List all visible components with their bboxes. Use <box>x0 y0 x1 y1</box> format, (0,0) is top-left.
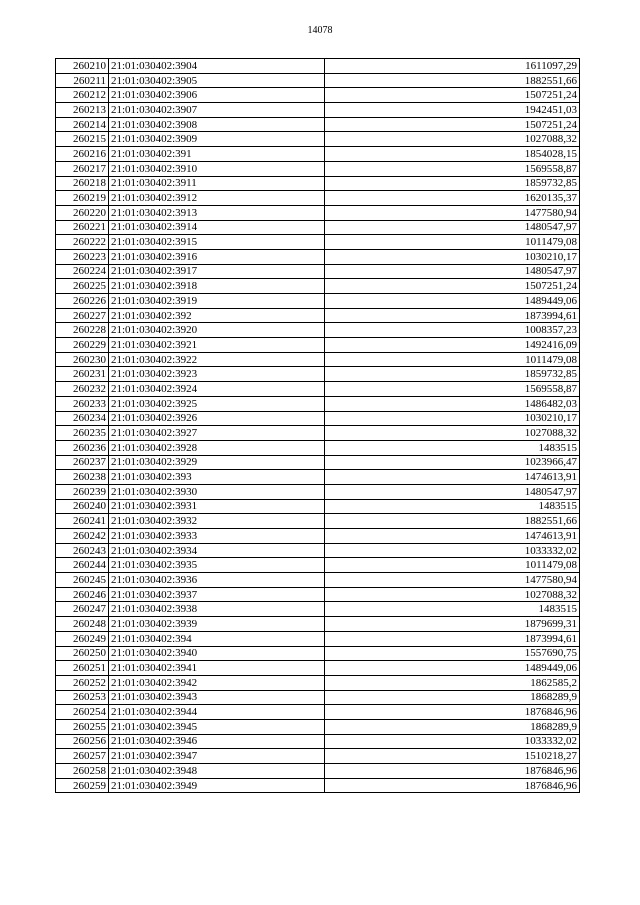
row-number-cell: 260212 <box>56 88 109 103</box>
cadastral-number-cell: 21:01:030402:3922 <box>109 352 325 367</box>
table-row <box>56 382 580 397</box>
cadastral-value-cell: 1477580,94 <box>325 573 580 588</box>
row-number-cell: 260248 <box>56 617 109 632</box>
cadastral-value-cell: 1859732,85 <box>325 176 580 191</box>
table-row <box>56 59 580 74</box>
cadastral-number-cell: 21:01:030402:3910 <box>109 161 325 176</box>
cadastral-value-cell: 1474613,91 <box>325 470 580 485</box>
table-row <box>56 426 580 441</box>
table-row <box>56 338 580 353</box>
row-number-cell: 260244 <box>56 558 109 573</box>
table-row <box>56 73 580 88</box>
table-row <box>56 529 580 544</box>
cadastral-value-cell: 1507251,24 <box>325 117 580 132</box>
cadastral-number-cell: 21:01:030402:3911 <box>109 176 325 191</box>
row-number-cell: 260215 <box>56 132 109 147</box>
row-number-cell: 260247 <box>56 602 109 617</box>
cadastral-value-cell: 1008357,23 <box>325 323 580 338</box>
table-row <box>56 88 580 103</box>
cadastral-number-cell: 21:01:030402:3916 <box>109 249 325 264</box>
row-number-cell: 260258 <box>56 764 109 779</box>
cadastral-value-cell: 1942451,03 <box>325 103 580 118</box>
cadastral-number-cell: 21:01:030402:3917 <box>109 264 325 279</box>
cadastral-number-cell: 21:01:030402:3935 <box>109 558 325 573</box>
cadastral-value-cell: 1507251,24 <box>325 279 580 294</box>
cadastral-number-cell: 21:01:030402:3937 <box>109 587 325 602</box>
cadastral-value-cell: 1868289,9 <box>325 719 580 734</box>
cadastral-number-cell: 21:01:030402:3913 <box>109 205 325 220</box>
table-row <box>56 264 580 279</box>
row-number-cell: 260218 <box>56 176 109 191</box>
table-row <box>56 573 580 588</box>
cadastral-number-cell: 21:01:030402:3938 <box>109 602 325 617</box>
cadastral-value-cell: 1480547,97 <box>325 220 580 235</box>
cadastral-number-cell: 21:01:030402:3945 <box>109 719 325 734</box>
table-row <box>56 279 580 294</box>
cadastral-number-cell: 21:01:030402:3932 <box>109 514 325 529</box>
table-row <box>56 558 580 573</box>
cadastral-number-cell: 21:01:030402:3940 <box>109 646 325 661</box>
row-number-cell: 260245 <box>56 573 109 588</box>
table-row <box>56 587 580 602</box>
table-row <box>56 764 580 779</box>
row-number-cell: 260216 <box>56 147 109 162</box>
row-number-cell: 260233 <box>56 396 109 411</box>
cadastral-number-cell: 21:01:030402:3933 <box>109 529 325 544</box>
table-row <box>56 132 580 147</box>
cadastral-number-cell: 21:01:030402:3949 <box>109 778 325 793</box>
row-number-cell: 260231 <box>56 367 109 382</box>
row-number-cell: 260226 <box>56 294 109 309</box>
cadastral-number-cell: 21:01:030402:3914 <box>109 220 325 235</box>
table-row <box>56 220 580 235</box>
row-number-cell: 260224 <box>56 264 109 279</box>
table-row <box>56 705 580 720</box>
cadastral-number-cell: 21:01:030402:3919 <box>109 294 325 309</box>
row-number-cell: 260238 <box>56 470 109 485</box>
row-number-cell: 260255 <box>56 719 109 734</box>
row-number-cell: 260234 <box>56 411 109 426</box>
cadastral-value-cell: 1876846,96 <box>325 705 580 720</box>
table-row <box>56 778 580 793</box>
cadastral-number-cell: 21:01:030402:3912 <box>109 191 325 206</box>
cadastral-value-cell: 1033332,02 <box>325 734 580 749</box>
table-row <box>56 602 580 617</box>
cadastral-value-cell: 1879699,31 <box>325 617 580 632</box>
row-number-cell: 260236 <box>56 440 109 455</box>
table-row <box>56 661 580 676</box>
cadastral-number-cell: 21:01:030402:3908 <box>109 117 325 132</box>
row-number-cell: 260230 <box>56 352 109 367</box>
table-row <box>56 308 580 323</box>
row-number-cell: 260240 <box>56 499 109 514</box>
cadastral-number-cell: 21:01:030402:3931 <box>109 499 325 514</box>
table-row <box>56 617 580 632</box>
row-number-cell: 260241 <box>56 514 109 529</box>
row-number-cell: 260232 <box>56 382 109 397</box>
cadastral-value-cell: 1027088,32 <box>325 132 580 147</box>
table-row <box>56 161 580 176</box>
cadastral-number-cell: 21:01:030402:3927 <box>109 426 325 441</box>
row-number-cell: 260213 <box>56 103 109 118</box>
cadastral-value-cell: 1557690,75 <box>325 646 580 661</box>
cadastral-number-cell: 21:01:030402:3925 <box>109 396 325 411</box>
table-row <box>56 103 580 118</box>
cadastral-value-cell: 1868289,9 <box>325 690 580 705</box>
cadastral-value-cell: 1569558,87 <box>325 382 580 397</box>
cadastral-value-cell: 1011479,08 <box>325 558 580 573</box>
cadastral-number-cell: 21:01:030402:3904 <box>109 59 325 74</box>
cadastral-value-cell: 1011479,08 <box>325 235 580 250</box>
row-number-cell: 260223 <box>56 249 109 264</box>
table-row <box>56 543 580 558</box>
row-number-cell: 260221 <box>56 220 109 235</box>
row-number-cell: 260243 <box>56 543 109 558</box>
row-number-cell: 260252 <box>56 675 109 690</box>
cadastral-number-cell: 21:01:030402:3939 <box>109 617 325 632</box>
row-number-cell: 260225 <box>56 279 109 294</box>
row-number-cell: 260257 <box>56 749 109 764</box>
row-number-cell: 260217 <box>56 161 109 176</box>
table-row <box>56 734 580 749</box>
cadastral-number-cell: 21:01:030402:3943 <box>109 690 325 705</box>
cadastral-value-cell: 1876846,96 <box>325 778 580 793</box>
row-number-cell: 260246 <box>56 587 109 602</box>
cadastral-number-cell: 21:01:030402:3928 <box>109 440 325 455</box>
cadastral-value-cell: 1569558,87 <box>325 161 580 176</box>
cadastral-value-cell: 1876846,96 <box>325 764 580 779</box>
cadastral-value-cell: 1480547,97 <box>325 484 580 499</box>
table-row <box>56 249 580 264</box>
cadastral-number-cell: 21:01:030402:3915 <box>109 235 325 250</box>
cadastral-value-cell: 1862585,2 <box>325 675 580 690</box>
table-row <box>56 484 580 499</box>
table-row <box>56 675 580 690</box>
cadastral-value-cell: 1033332,02 <box>325 543 580 558</box>
table-row <box>56 455 580 470</box>
table-row <box>56 117 580 132</box>
table-row <box>56 470 580 485</box>
cadastral-value-cell: 1873994,61 <box>325 308 580 323</box>
cadastral-value-cell: 1480547,97 <box>325 264 580 279</box>
table-row <box>56 690 580 705</box>
table-row <box>56 646 580 661</box>
cadastral-number-cell: 21:01:030402:394 <box>109 631 325 646</box>
row-number-cell: 260222 <box>56 235 109 250</box>
cadastral-value-cell: 1620135,37 <box>325 191 580 206</box>
row-number-cell: 260227 <box>56 308 109 323</box>
cadastral-number-cell: 21:01:030402:3918 <box>109 279 325 294</box>
table-row <box>56 514 580 529</box>
cadastral-number-cell: 21:01:030402:391 <box>109 147 325 162</box>
cadastral-value-cell: 1030210,17 <box>325 411 580 426</box>
row-number-cell: 260219 <box>56 191 109 206</box>
table-row <box>56 719 580 734</box>
cadastral-number-cell: 21:01:030402:3947 <box>109 749 325 764</box>
cadastral-number-cell: 21:01:030402:3934 <box>109 543 325 558</box>
row-number-cell: 260251 <box>56 661 109 676</box>
row-number-cell: 260210 <box>56 59 109 74</box>
row-number-cell: 260242 <box>56 529 109 544</box>
cadastral-value-cell: 1483515 <box>325 602 580 617</box>
cadastral-value-cell: 1489449,06 <box>325 294 580 309</box>
cadastral-value-cell: 1854028,15 <box>325 147 580 162</box>
row-number-cell: 260239 <box>56 484 109 499</box>
table-row <box>56 205 580 220</box>
cadastral-value-cell: 1483515 <box>325 499 580 514</box>
row-number-cell: 260211 <box>56 73 109 88</box>
row-number-cell: 260220 <box>56 205 109 220</box>
row-number-cell: 260250 <box>56 646 109 661</box>
row-number-cell: 260228 <box>56 323 109 338</box>
row-number-cell: 260259 <box>56 778 109 793</box>
cadastral-value-cell: 1483515 <box>325 440 580 455</box>
cadastral-number-cell: 21:01:030402:3905 <box>109 73 325 88</box>
cadastral-number-cell: 21:01:030402:3923 <box>109 367 325 382</box>
cadastral-value-cell: 1027088,32 <box>325 587 580 602</box>
cadastral-number-cell: 21:01:030402:3926 <box>109 411 325 426</box>
row-number-cell: 260229 <box>56 338 109 353</box>
row-number-cell: 260253 <box>56 690 109 705</box>
table-body <box>56 59 580 793</box>
cadastral-number-cell: 21:01:030402:3906 <box>109 88 325 103</box>
cadastral-value-cell: 1507251,24 <box>325 88 580 103</box>
cadastral-number-cell: 21:01:030402:3924 <box>109 382 325 397</box>
cadastral-number-cell: 21:01:030402:3907 <box>109 103 325 118</box>
table-row <box>56 396 580 411</box>
table-row <box>56 631 580 646</box>
cadastral-value-cell: 1474613,91 <box>325 529 580 544</box>
cadastral-value-cell: 1510218,27 <box>325 749 580 764</box>
cadastral-value-cell: 1492416,09 <box>325 338 580 353</box>
row-number-cell: 260214 <box>56 117 109 132</box>
table-row <box>56 367 580 382</box>
cadastral-value-cell: 1859732,85 <box>325 367 580 382</box>
table-row <box>56 294 580 309</box>
table-row <box>56 440 580 455</box>
row-number-cell: 260249 <box>56 631 109 646</box>
cadastral-value-cell: 1882551,66 <box>325 514 580 529</box>
row-number-cell: 260235 <box>56 426 109 441</box>
row-number-cell: 260237 <box>56 455 109 470</box>
cadastral-value-table <box>55 58 580 793</box>
cadastral-value-cell: 1477580,94 <box>325 205 580 220</box>
cadastral-value-cell: 1882551,66 <box>325 73 580 88</box>
cadastral-number-cell: 21:01:030402:3944 <box>109 705 325 720</box>
table-row <box>56 499 580 514</box>
cadastral-number-cell: 21:01:030402:3941 <box>109 661 325 676</box>
table-row <box>56 749 580 764</box>
row-number-cell: 260256 <box>56 734 109 749</box>
table-row <box>56 411 580 426</box>
table-row <box>56 176 580 191</box>
cadastral-value-cell: 1030210,17 <box>325 249 580 264</box>
row-number-cell: 260254 <box>56 705 109 720</box>
cadastral-number-cell: 21:01:030402:3921 <box>109 338 325 353</box>
cadastral-number-cell: 21:01:030402:3920 <box>109 323 325 338</box>
cadastral-number-cell: 21:01:030402:3948 <box>109 764 325 779</box>
table-row <box>56 191 580 206</box>
cadastral-value-cell: 1489449,06 <box>325 661 580 676</box>
cadastral-number-cell: 21:01:030402:3936 <box>109 573 325 588</box>
cadastral-value-cell: 1027088,32 <box>325 426 580 441</box>
cadastral-value-cell: 1023966,47 <box>325 455 580 470</box>
table-row <box>56 147 580 162</box>
page-number: 14078 <box>307 25 333 36</box>
cadastral-number-cell: 21:01:030402:3942 <box>109 675 325 690</box>
cadastral-number-cell: 21:01:030402:3946 <box>109 734 325 749</box>
cadastral-number-cell: 21:01:030402:3909 <box>109 132 325 147</box>
cadastral-number-cell: 21:01:030402:3930 <box>109 484 325 499</box>
table-row <box>56 235 580 250</box>
cadastral-number-cell: 21:01:030402:393 <box>109 470 325 485</box>
cadastral-number-cell: 21:01:030402:392 <box>109 308 325 323</box>
cadastral-value-cell: 1486482,03 <box>325 396 580 411</box>
cadastral-number-cell: 21:01:030402:3929 <box>109 455 325 470</box>
cadastral-value-cell: 1611097,29 <box>325 59 580 74</box>
cadastral-value-cell: 1011479,08 <box>325 352 580 367</box>
table-row <box>56 352 580 367</box>
cadastral-value-cell: 1873994,61 <box>325 631 580 646</box>
table-row <box>56 323 580 338</box>
